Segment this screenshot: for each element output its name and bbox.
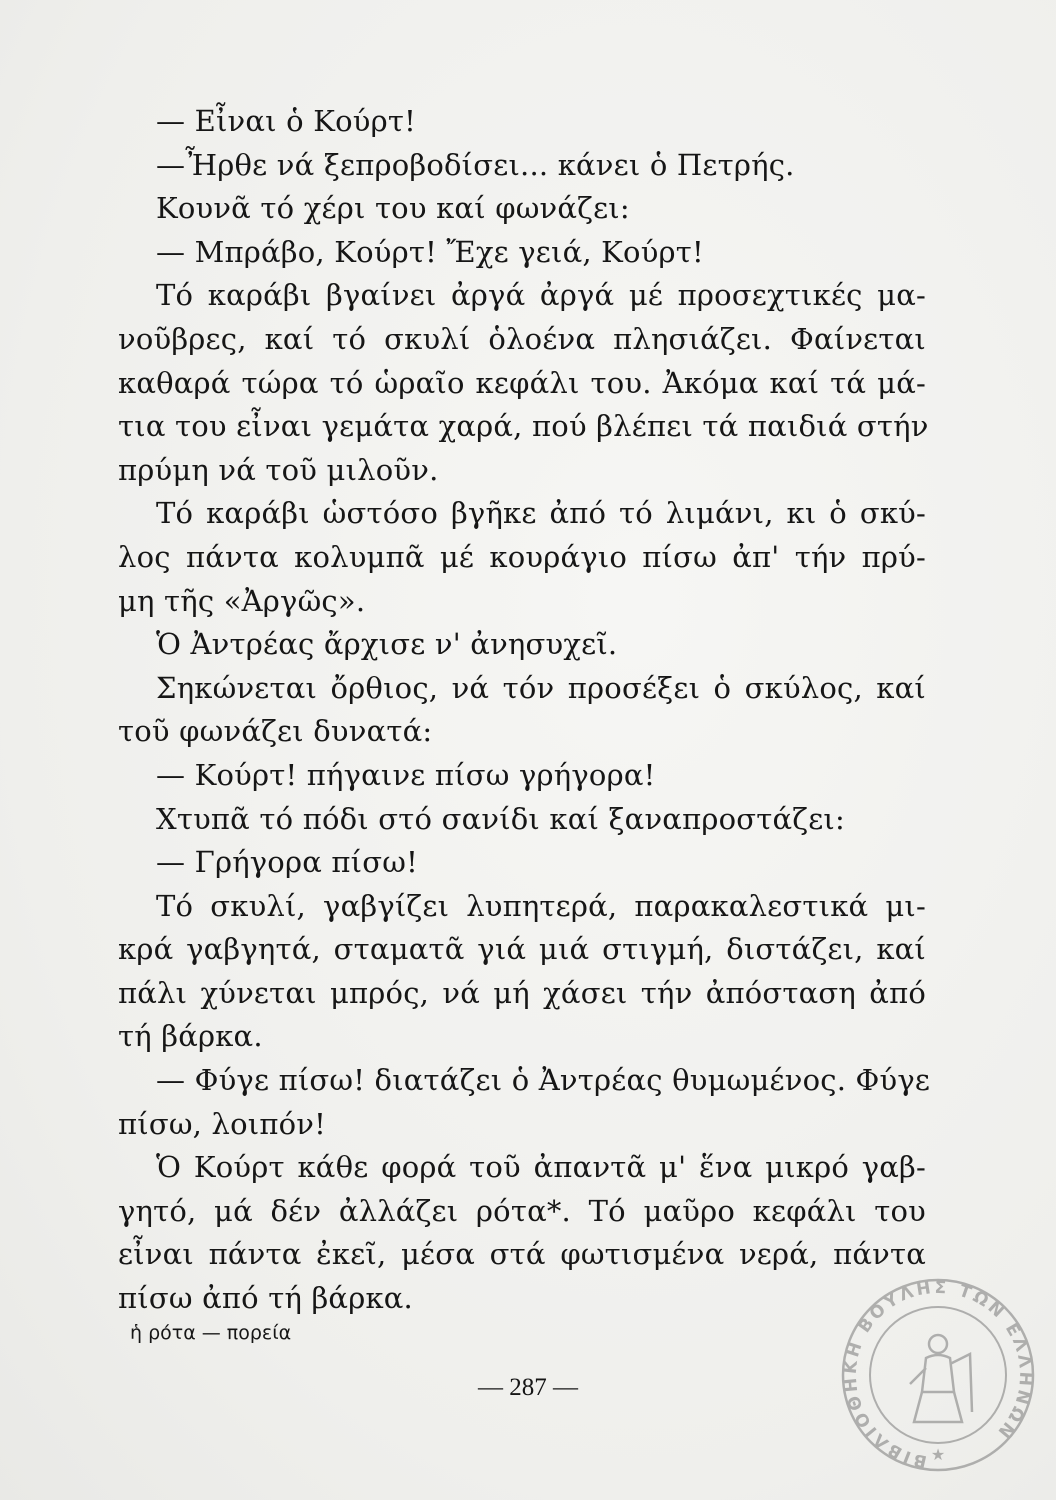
svg-text:ΒΙΒΛΙΟΘΗΚΗ ΒΟΥΛΗΣ ΤΩΝ ΕΛΛΗΝΩΝ: ΒΙΒΛΙΟΘΗΚΗ ΒΟΥΛΗΣ ΤΩΝ ΕΛΛΗΝΩΝ	[840, 1277, 1036, 1472]
text-line: πίσω, λοιπόν!	[118, 1106, 326, 1141]
text-line: Ὁ Κούρτ κάθε φορά τοῦ ἀπαντᾶ μ' ἕνα μικρό γαβ-	[156, 1150, 926, 1185]
text-line: Τό σκυλί, γαβγίζει λυπητερά, παρακαλεστικά μι-	[156, 888, 926, 923]
svg-text:★: ★	[930, 1445, 946, 1464]
text-line: εἶναι πάντα ἐκεῖ, μέσα στά φωτισμένα νερά, πάντα	[118, 1237, 926, 1272]
text-line: μη τῆς «Ἀργῶς».	[118, 583, 366, 618]
text-line: πρύμη νά τοῦ μιλοῦν.	[118, 452, 439, 487]
page-number: — 287 —	[478, 1374, 578, 1401]
body-text	[118, 100, 931, 1321]
text-line: πίσω ἀπό τή βάρκα.	[118, 1281, 413, 1316]
text-line: — Εἶναι ὁ Κούρτ!	[156, 104, 416, 138]
footnote: ἡ ρότα — πορεία	[130, 1322, 292, 1344]
text-line: Κουνᾶ τό χέρι του καί φωνάζει:	[156, 191, 630, 226]
text-line: καθαρά τώρα τό ὡραῖο κεφάλι του. Ἀκόμα καί τά μά-	[118, 365, 926, 400]
text-line: — Γρήγορα πίσω!	[156, 845, 418, 880]
text-line: Τό καράβι ὡστόσο βγῆκε ἀπό τό λιμάνι, κι ὁ σκύ-	[156, 496, 926, 531]
text-line: — Μπράβο, Κούρτ! Ἔχε γειά, Κούρτ!	[156, 234, 704, 269]
text-line: Ὁ Ἀντρέας ἄρχισε ν' ἀνησυχεῖ.	[156, 627, 618, 662]
text-line: γητό, μά δέν ἀλλάζει ρότα*. Τό μαῦρο κεφάλι του	[118, 1193, 926, 1228]
text-line: τή βάρκα.	[118, 1019, 263, 1054]
text-line: — Κούρτ! πήγαινε πίσω γρήγορα!	[156, 757, 656, 792]
text-line: —Ἦρθε νά ξεπροβοδίσει... κάνει ὁ Πετρής.	[156, 147, 795, 182]
text-line: Τό καράβι βγαίνει ἀργά ἀργά μέ προσεχτικές μα-	[156, 278, 926, 313]
text-line: Χτυπᾶ τό πόδι στό σανίδι καί ξαναπροστάζει:	[156, 801, 845, 836]
text-line: τια του εἶναι γεμάτα χαρά, πού βλέπει τά παιδιά στήν	[118, 409, 929, 444]
text-line: πάλι χύνεται μπρός, νά μή χάσει τήν ἀπόσταση ἀπό	[118, 975, 926, 1010]
text-line: νοῦβρες, καί τό σκυλί ὁλοένα πλησιάζει. Φαίνεται	[118, 321, 926, 356]
text-line: κρά γαβγητά, σταματᾶ γιά μιά στιγμή, διστάζει, καί	[118, 932, 926, 967]
text-line: — Φύγε πίσω! διατάζει ὁ Ἀντρέας θυμωμένος. Φύγε	[156, 1063, 931, 1098]
text-line: τοῦ φωνάζει δυνατά:	[118, 714, 433, 749]
text-line: Σηκώνεται ὄρθιος, νά τόν προσέξει ὁ σκύλος, καί	[156, 670, 926, 705]
library-stamp-icon	[838, 1272, 1038, 1482]
text-line: λος πάντα κολυμπᾶ μέ κουράγιο πίσω ἀπ' τήν πρύ-	[118, 539, 926, 574]
